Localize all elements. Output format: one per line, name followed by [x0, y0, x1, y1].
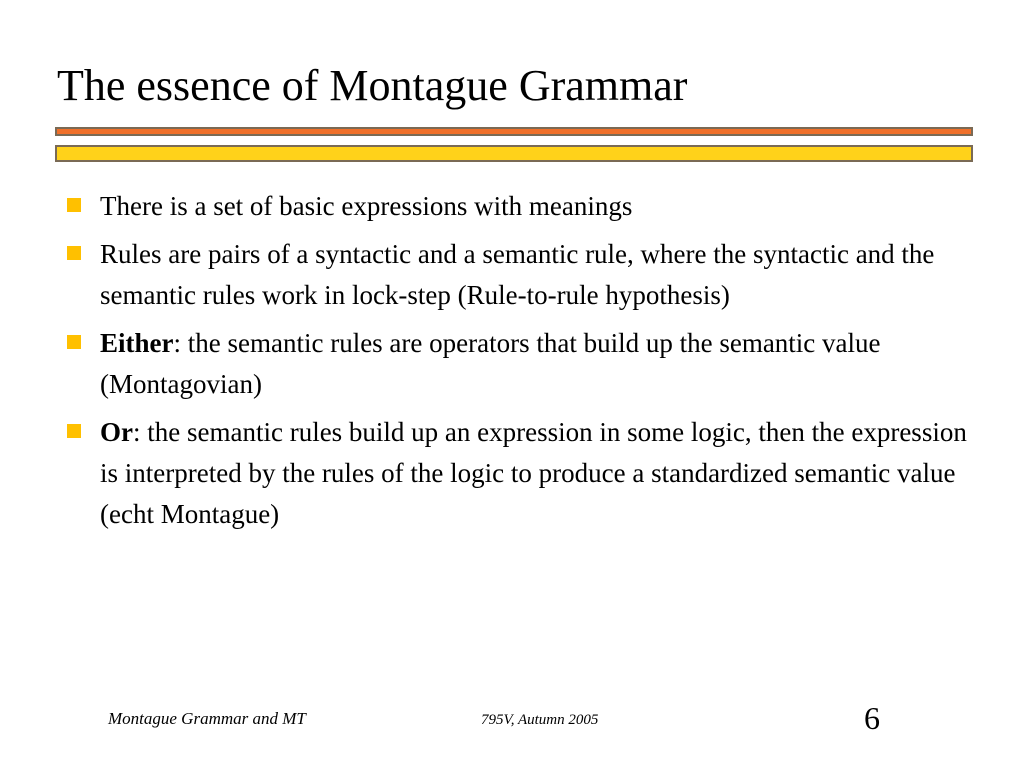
bullet-item [67, 234, 967, 316]
square-bullet-icon [67, 246, 81, 260]
bullet-text: : the semantic rules are operators that build up the semantic value (Montagovian) [100, 328, 881, 399]
bullet-item [67, 323, 967, 405]
bullet-list [67, 186, 967, 542]
bullet-item [67, 412, 967, 535]
bullet-item [67, 186, 967, 227]
square-bullet-icon [67, 424, 81, 438]
title-divider-yellow [55, 145, 973, 162]
bullet-text: There is a set of basic expressions with meanings [100, 191, 633, 221]
title-divider-orange [55, 127, 973, 136]
bullet-keyword: Or [100, 417, 133, 447]
square-bullet-icon [67, 198, 81, 212]
slide-title: The essence of Montague Grammar [57, 61, 688, 110]
slide-number: 6 [864, 700, 880, 736]
square-bullet-icon [67, 335, 81, 349]
bullet-keyword: Either [100, 328, 174, 358]
bullet-text: Rules are pairs of a syntactic and a semantic rule, where the syntactic and the semantic rules work in lock-step (Rule-to-rule hypothesis) [100, 239, 935, 310]
bullet-text: : the semantic rules build up an expression in some logic, then the expression is interpreted by the rules of the logic to produce a standardized semantic value (echt Montague) [100, 417, 967, 529]
footer-presentation-title: Montague Grammar and MT [108, 709, 306, 728]
footer-course-info: 795V, Autumn 2005 [481, 712, 599, 728]
